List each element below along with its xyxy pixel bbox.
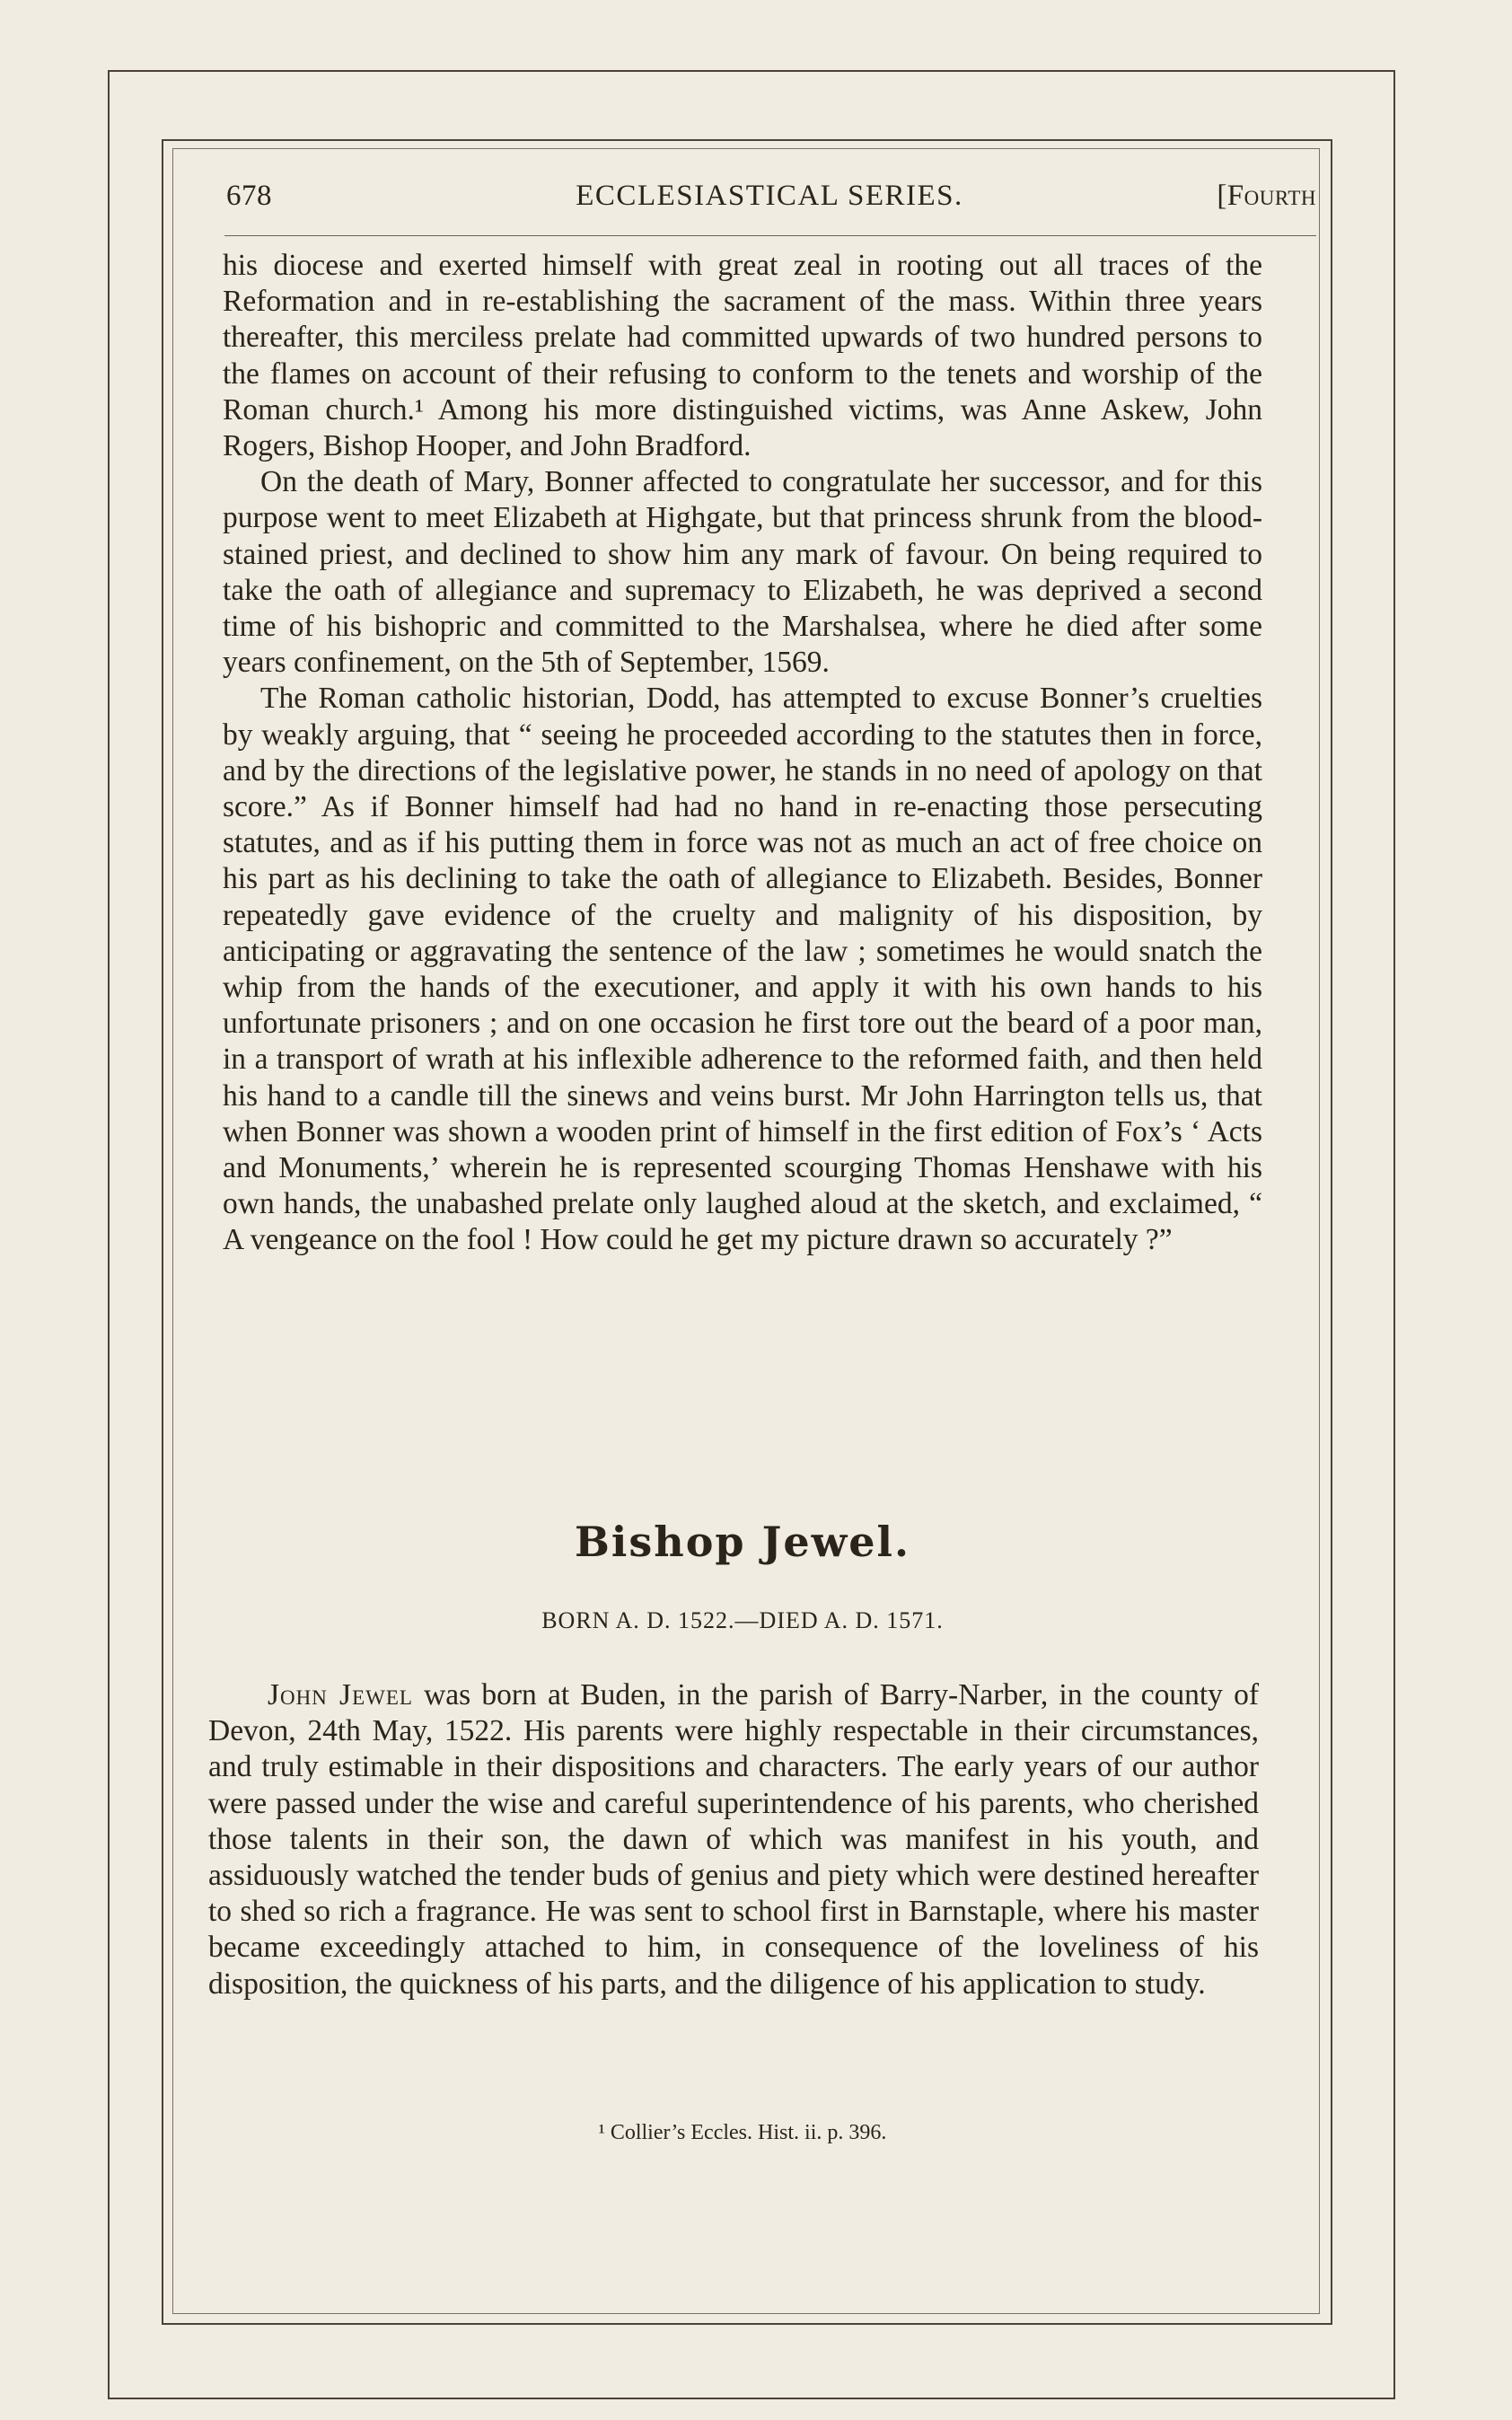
running-title: ECCLESIASTICAL SERIES.: [576, 180, 963, 212]
body-text: [223, 248, 1262, 1259]
biography-body: was born at Buden, in the parish of Barry-Narber, in the county of Devon, 24th May, 1522. His parents were highly respectable in their circumstances, and truly estimable in their dispositions and characters. The early years of our author were passed under the wise and careful superintendence of his parents, who cherished those talents in their son, the dawn of which was manifest in his youth, and assiduously watched the tender buds of genius and piety which were destined hereafter to shed so rich a fragrance. He was sent to school first in Barnstaple, where his master became exceedingly attached to him, in consequence of the loveliness of his disposition, the quickness of his parts, and the diligence of his application to study.: [208, 1678, 1259, 2001]
biography-text: [208, 1677, 1259, 2002]
page-number: 678: [226, 180, 272, 212]
paragraph-1: his diocese and exerted himself with great zeal in rooting out all traces of the Reformation and in re-establishing the sacrament of the mass. Within three years thereafter, this merciless prelate had committed upwards of two hundred persons to the flames on account of their refusing to conform to the tenets and worship of the Roman church.¹ Among his more distinguished victims, was Anne Askew, John Rogers, Bishop Hooper, and John Bradford.: [223, 249, 1262, 463]
paragraph-3: The Roman catholic historian, Dodd, has attempted to excuse Bonner’s cruelties by weakly arguing, that “ seeing he proceeded according to the statutes then in force, and by the directions of the legislative power, he stands in no need of apology on that score.” As if Bonner himself had had no hand in re-enacting those persecuting statutes, and as if his putting them in force was not as much an act of free choice on his part as his declining to take the oath of allegiance to Elizabeth. Besides, Bonner repeatedly gave evidence of the cruelty and malignity of his disposition, by anticipating or aggravating the sentence of the law ; sometimes he would snatch the whip from the hands of the executioner, and apply it with his own hands to his unfortunate prisoners ; and on one occasion he first tore out the beard of a poor man, in a transport of wrath at his inflexible adherence to the reformed faith, and then held his hand to a candle till the sinews and veins burst. Mr John Harrington tells us, that when Bonner was shown a wooden print of himself in the first edition of Fox’s ‘ Acts and Monuments,’ wherein he is represented scourging Thomas Henshawe with his own hands, the unabashed prelate only laughed aloud at the sketch, and exclaimed, “ A vengeance on the fool ! How could he get my picture drawn so accurately ?”: [223, 682, 1262, 1257]
lead-name: John Jewel: [268, 1678, 413, 1712]
paragraph-2: On the death of Mary, Bonner affected to congratulate her successor, and for this purpose went to meet Elizabeth at Highgate, but that princess shrunk from the blood-stained priest, and declined to show him any mark of favour. On being required to take the oath of allegiance and supremacy to Elizabeth, he was deprived a second time of his bishopric and committed to the Marshalsea, where he died after some years confinement, on the 5th of September, 1569.: [223, 465, 1262, 680]
footnote: ¹ Collier’s Eccles. Hist. ii. p. 396.: [598, 2121, 887, 2144]
running-header: [223, 180, 1316, 230]
header-rule: [224, 235, 1316, 236]
running-header-right: [Fourth: [1217, 180, 1316, 212]
biography-paragraph: [208, 1677, 1259, 2002]
section-heading: Bishop Jewel.: [575, 1518, 910, 1566]
section-dates: BORN A. D. 1522.—DIED A. D. 1571.: [541, 1607, 944, 1633]
